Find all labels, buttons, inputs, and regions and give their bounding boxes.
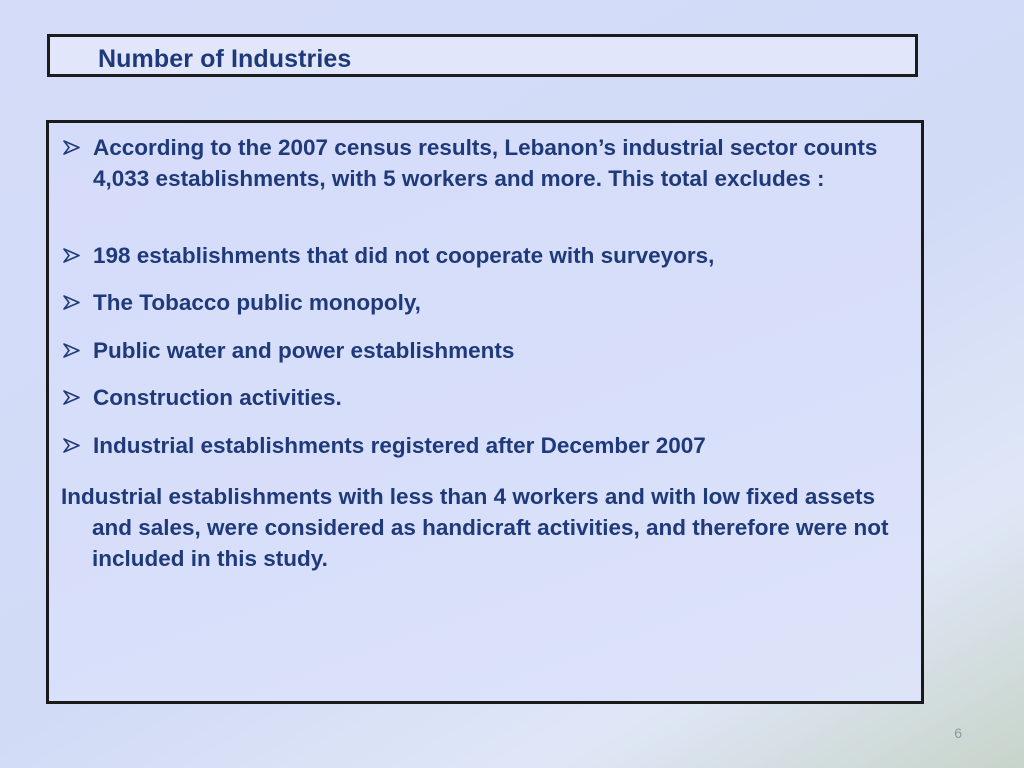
arrow-bullet-icon — [63, 132, 81, 163]
bullet-text: Construction activities. — [93, 385, 342, 410]
bullet-item — [63, 335, 903, 366]
arrow-bullet-icon — [63, 335, 81, 366]
arrow-bullet-icon — [63, 287, 81, 318]
bullet-item — [63, 132, 903, 194]
bullet-item — [63, 287, 903, 318]
bullet-text: 198 establishments that did not cooperate with surveyors, — [93, 243, 715, 268]
bullet-item — [63, 240, 903, 271]
bullet-text: The Tobacco public monopoly, — [93, 290, 421, 315]
arrow-bullet-icon — [63, 382, 81, 413]
note-paragraph: Industrial establishments with less than 4 workers and with low fixed assets and sales, were considered as handicraft activities, and therefore were not included in this study. — [61, 484, 889, 571]
arrow-bullet-icon — [63, 430, 81, 461]
bullet-text: Industrial establishments registered after December 2007 — [93, 433, 706, 458]
bullet-text: According to the 2007 census results, Lebanon’s industrial sector counts 4,033 establishments, with 5 workers and more. This total excludes : — [93, 135, 878, 191]
arrow-bullet-icon — [63, 240, 81, 271]
bullet-text: Public water and power establishments — [93, 338, 515, 363]
title-box — [47, 34, 918, 77]
slide-title: Number of Industries — [98, 45, 352, 73]
bullet-item — [63, 430, 903, 461]
bullet-item — [63, 382, 903, 413]
content-box — [46, 120, 924, 704]
page-number: 6 — [954, 725, 962, 741]
